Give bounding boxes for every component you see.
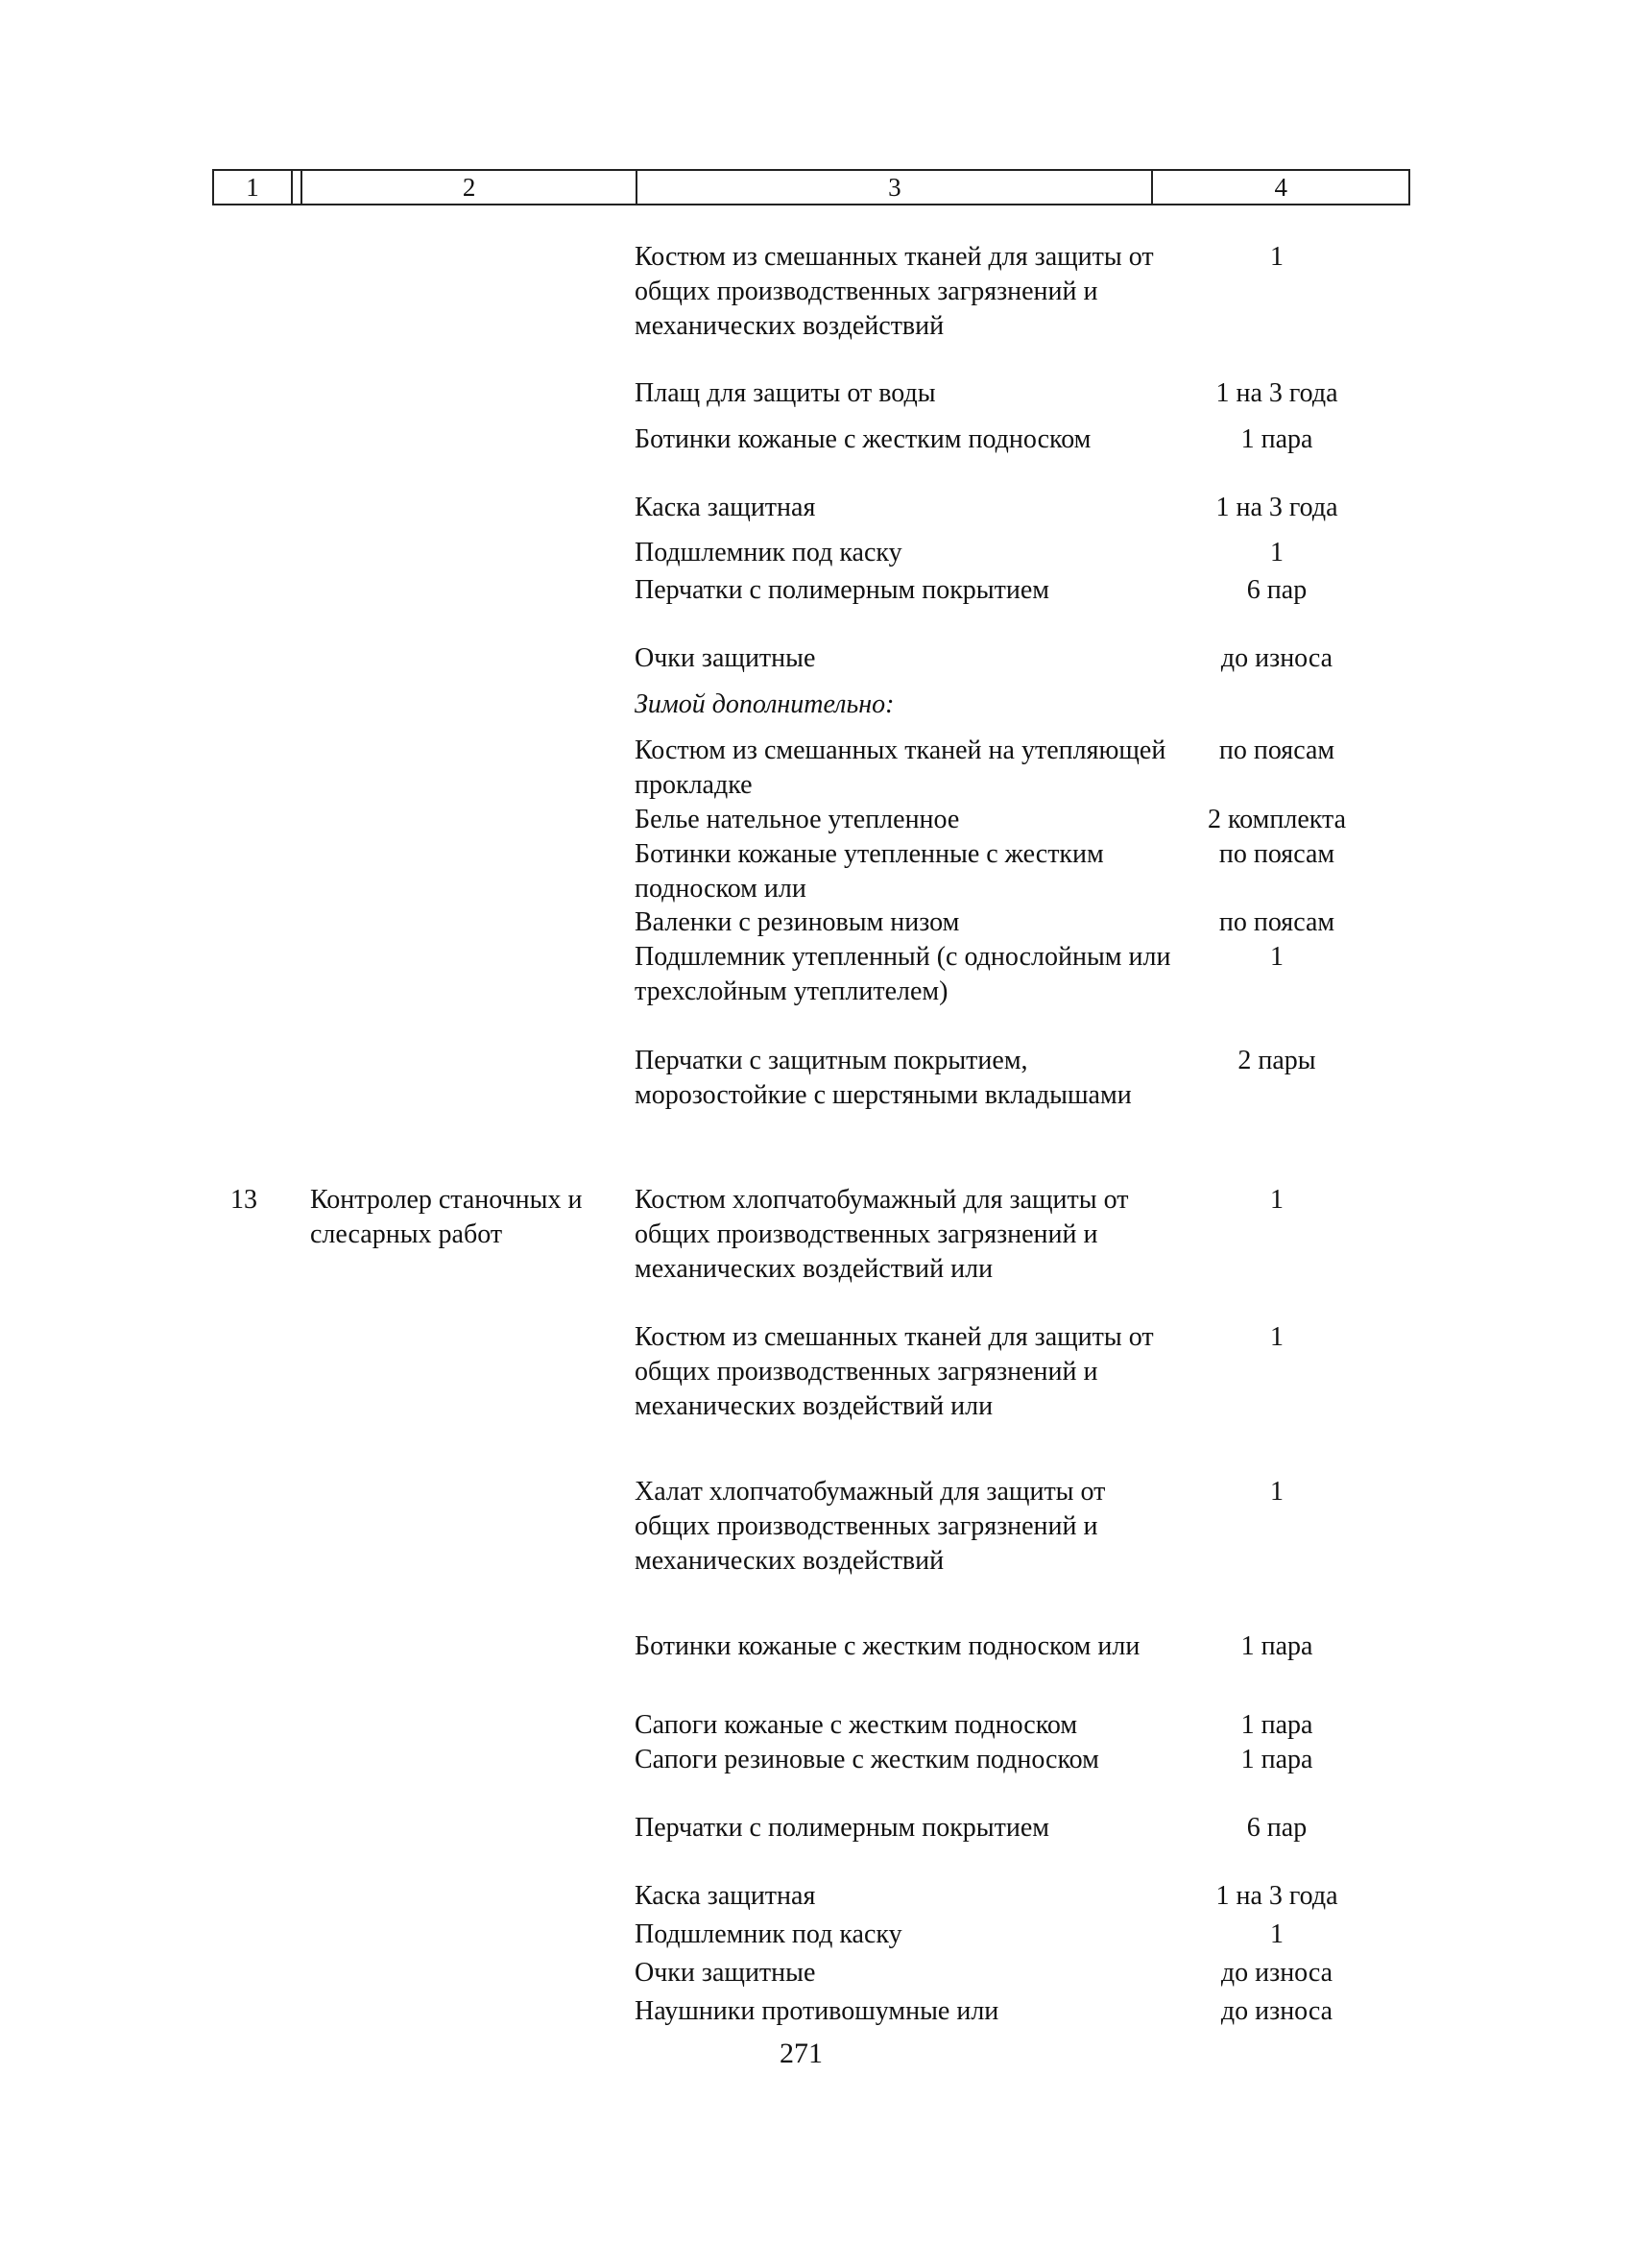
row-qty: до износа	[1220, 1958, 1333, 1988]
row-qty: до износа	[1220, 1996, 1333, 2026]
row-item: Костюм из смешанных тканей для защиты от общих производственных загрязнений и механических воздействий	[635, 242, 1154, 341]
row-qty: 1 на 3 года	[1215, 1881, 1338, 1911]
row-item: Сапоги резиновые с жестким подноском	[635, 1745, 1099, 1774]
row-item: Перчатки с защитным покрытием, морозостойкие с шерстяными вкладышами	[635, 1046, 1132, 1110]
row-qty: 1	[1270, 538, 1284, 567]
row-item: Зимой дополнительно:	[635, 689, 895, 719]
row-item: Очки защитные	[635, 1958, 816, 1988]
row-qty: 6 пар	[1246, 1813, 1308, 1843]
row-item: Ботинки кожаные с жестким подноском	[635, 424, 1092, 454]
row-item: Подшлемник под каску	[635, 1919, 902, 1949]
table-header	[212, 169, 1410, 205]
row-item: Сапоги кожаные с жестким подноском	[635, 1710, 1078, 1740]
row-item: Каска защитная	[635, 493, 816, 522]
row-item: Ботинки кожаные утепленные с жестким подноском или	[635, 839, 1104, 904]
header-col-1: 1	[212, 171, 291, 204]
row-qty: 1 на 3 года	[1215, 493, 1338, 522]
header-divider	[291, 171, 300, 204]
row-item: Валенки с резиновым низом	[635, 907, 960, 937]
row-item: Каска защитная	[635, 1881, 816, 1911]
row-qty: 2 комплекта	[1208, 805, 1346, 834]
header-col-3: 3	[636, 171, 1151, 204]
row-item: Перчатки с полимерным покрытием	[635, 1813, 1049, 1843]
header-col-2: 2	[300, 171, 636, 204]
row-qty: 1	[1270, 1919, 1284, 1949]
row-qty: до износа	[1220, 643, 1333, 673]
row-qty: 1 на 3 года	[1215, 378, 1338, 408]
row-item: Наушники противошумные или	[635, 1996, 999, 2026]
row-qty: 1	[1270, 242, 1284, 272]
row-job: Контролер станочных и слесарных работ	[310, 1185, 583, 1249]
row-qty: 1	[1270, 1477, 1284, 1507]
row-item: Костюм из смешанных тканей для защиты от общих производственных загрязнений и механических воздействий или	[635, 1322, 1154, 1421]
row-qty: 1	[1270, 942, 1284, 972]
row-item: Плащ для защиты от воды	[635, 378, 936, 408]
row-qty: 1 пара	[1240, 1745, 1313, 1774]
row-item: Халат хлопчатобумажный для защиты от общих производственных загрязнений и механических воздействий	[635, 1477, 1106, 1576]
row-qty: по поясам	[1218, 736, 1335, 765]
row-item: Очки защитные	[635, 643, 816, 673]
row-qty: 6 пар	[1246, 575, 1308, 605]
row-qty: по поясам	[1218, 839, 1335, 869]
row-item: Белье нательное утепленное	[635, 805, 960, 834]
row-qty: 1 пара	[1240, 1631, 1313, 1661]
row-item: Костюм из смешанных тканей на утепляющей прокладке	[635, 736, 1166, 800]
row-num: 13	[230, 1185, 257, 1215]
row-qty: 1	[1270, 1185, 1284, 1215]
row-qty: 2 пары	[1237, 1046, 1316, 1075]
row-item: Перчатки с полимерным покрытием	[635, 575, 1049, 605]
row-item: Подшлемник под каску	[635, 538, 902, 567]
row-qty: 1	[1270, 1322, 1284, 1352]
row-qty: 1 пара	[1240, 1710, 1313, 1740]
row-item: Подшлемник утепленный (с однослойным или трехслойным утеплителем)	[635, 942, 1171, 1006]
row-qty: по поясам	[1218, 907, 1335, 937]
row-qty: 1 пара	[1240, 424, 1313, 454]
row-item: Костюм хлопчатобумажный для защиты от общих производственных загрязнений и механических воздействий или	[635, 1185, 1129, 1284]
row-item: Ботинки кожаные с жестким подноском или	[635, 1631, 1141, 1661]
header-col-4: 4	[1151, 171, 1408, 204]
